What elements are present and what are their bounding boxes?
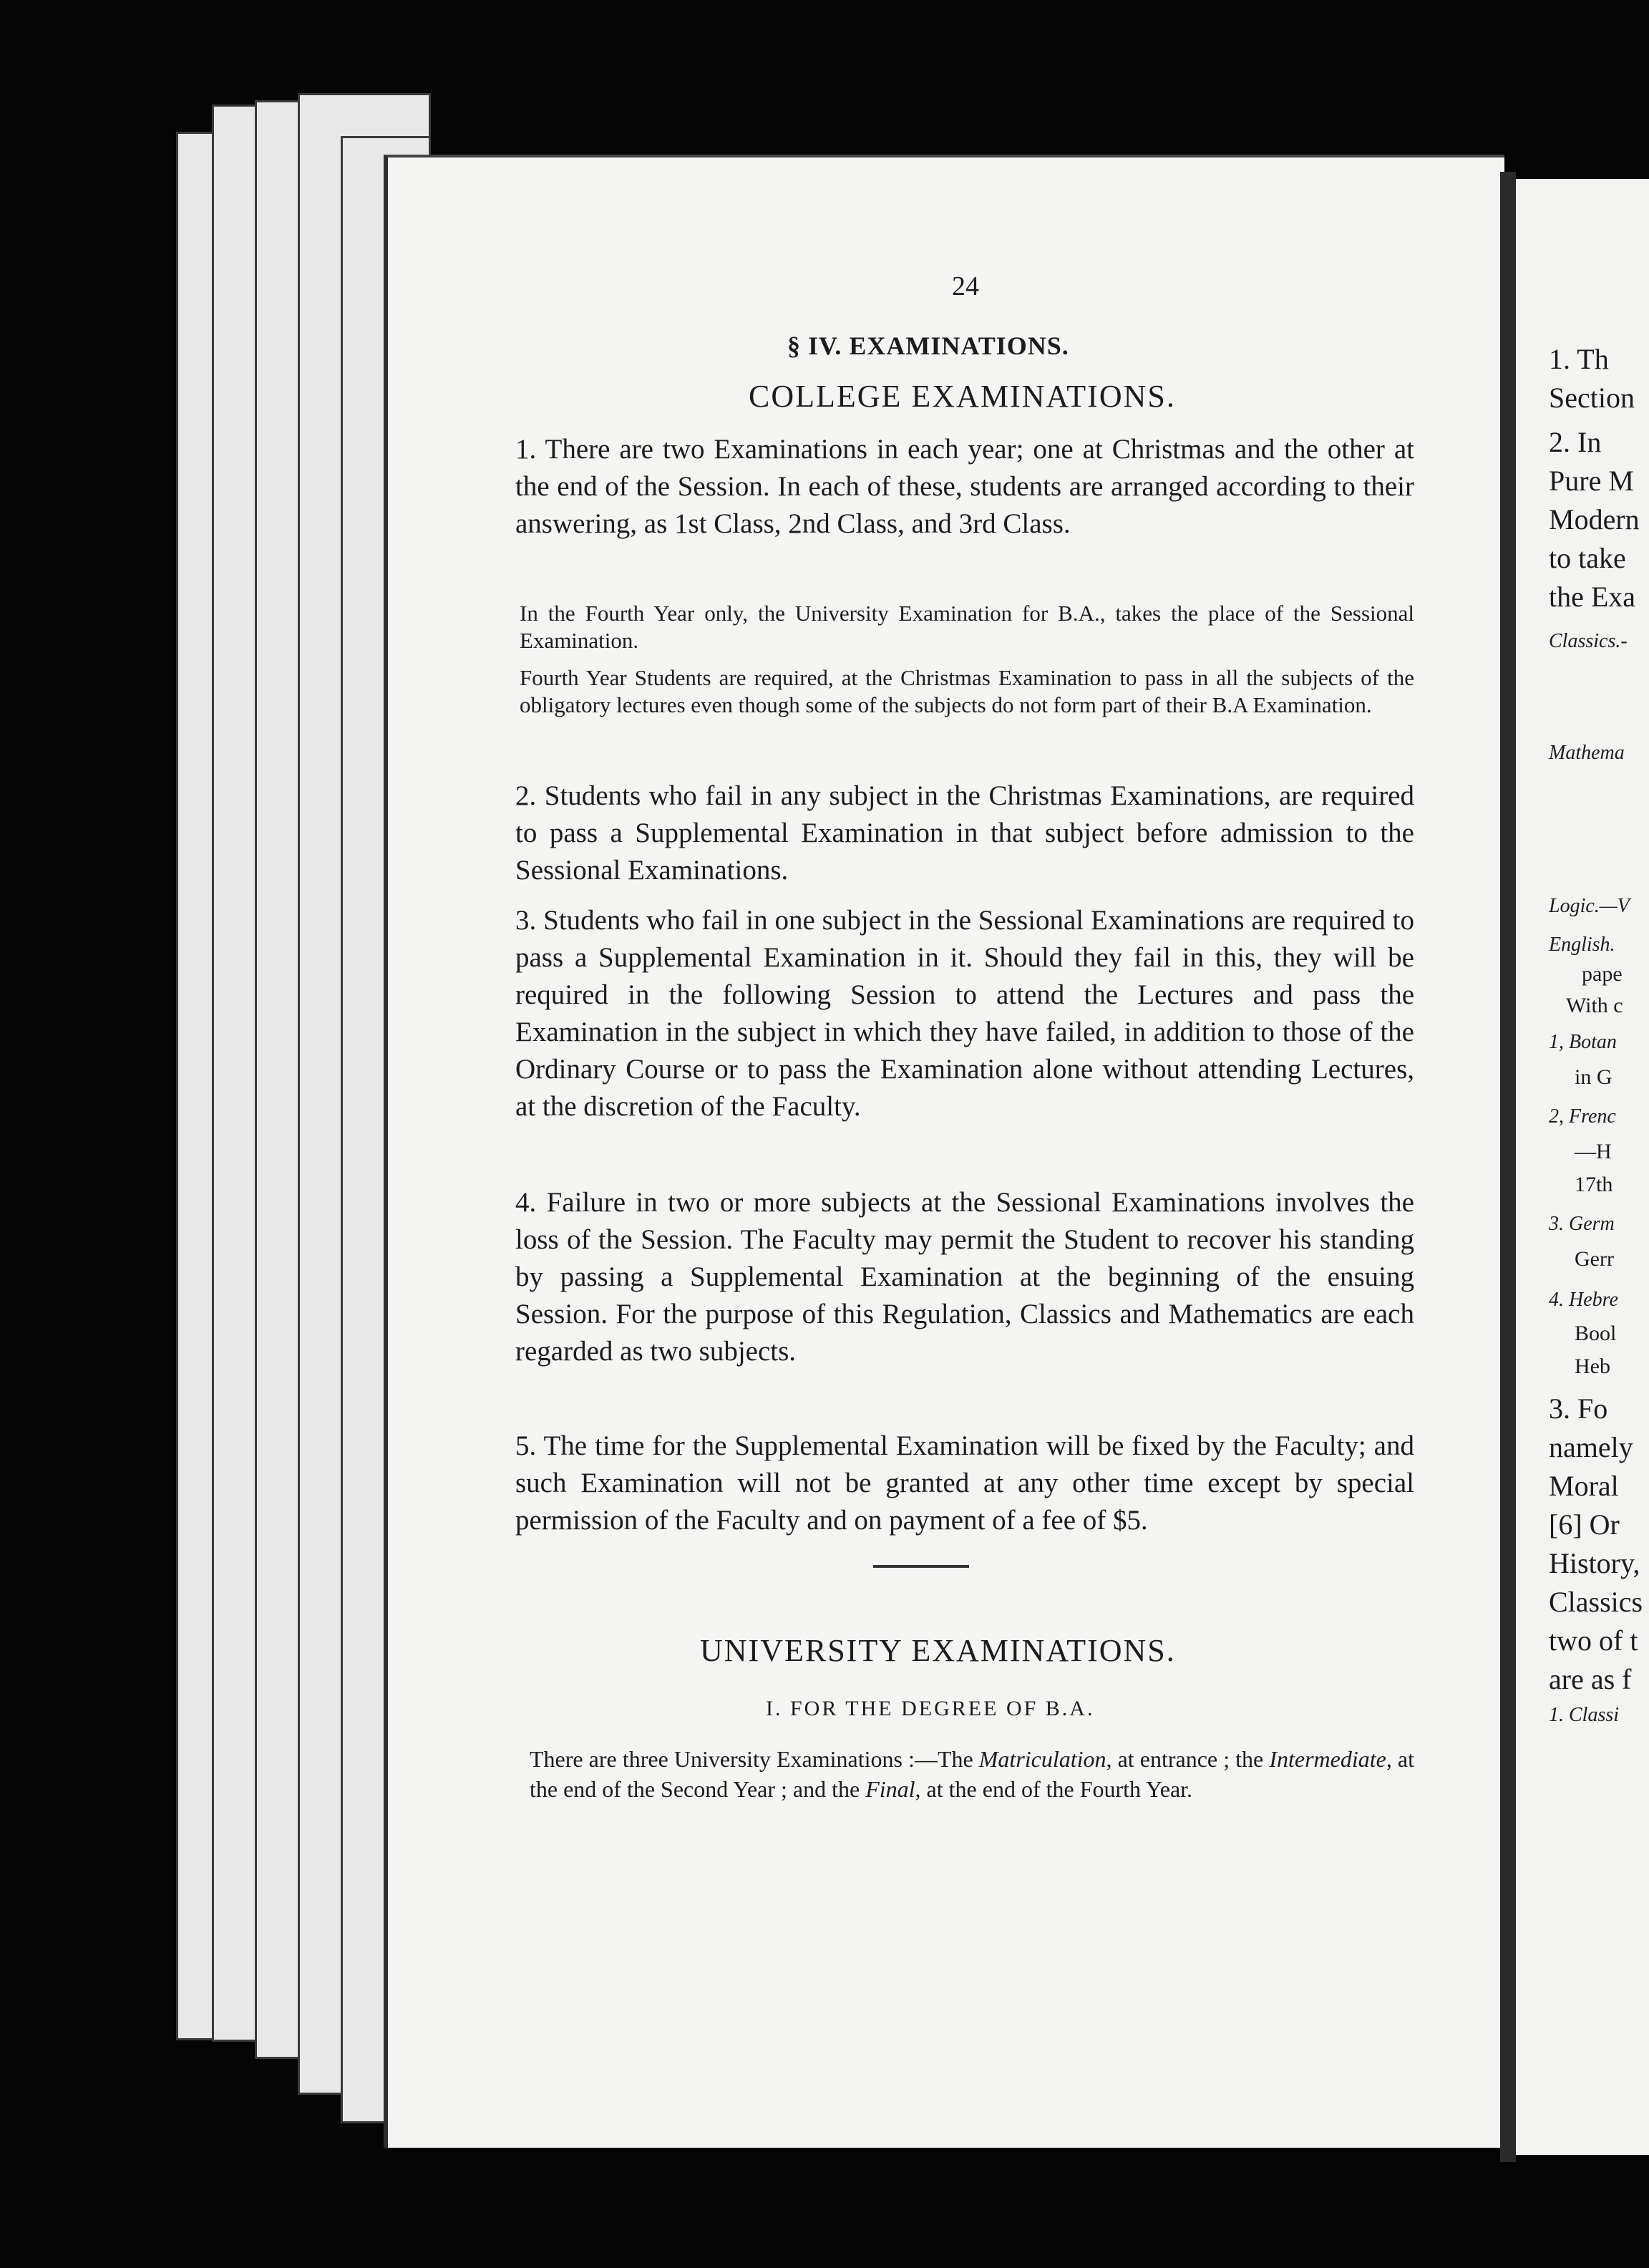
book-gutter (1500, 172, 1516, 2162)
divider-rule (873, 1565, 969, 1568)
right-page-line: 3. Fo (1549, 1392, 1608, 1425)
page-number: 24 (952, 271, 979, 301)
right-page-line: 4. Hebre (1549, 1289, 1618, 1311)
right-page-line: History, (1549, 1547, 1640, 1579)
paragraph-4: 4. Failure in two or more subjects at the Sessional Examinations involves the loss of the Session. The Faculty may permit the Student to recover his standing by passing a Supplemental Examination at the beginning of the ensuing Session. For the purpose of this Regulation, Classics and Mathematics are each regarded as two subjects. (515, 1187, 1414, 1367)
right-page-line: Heb (1575, 1354, 1610, 1378)
right-page-line: are as f (1549, 1663, 1632, 1695)
right-page-line: 3. Germ (1549, 1213, 1615, 1235)
right-page-line: Logic.—V (1549, 895, 1630, 917)
right-page-line: Gerr (1575, 1247, 1614, 1271)
right-page-line: Section (1549, 382, 1635, 414)
paragraph-2: 2. Students who fail in any subject in the Christmas Examinations, are required to pass a Supplemental Examination in that subject before admission to the Sessional Examinations. (515, 780, 1414, 886)
right-page-line: 1, Botan (1549, 1031, 1617, 1053)
right-page-line: With c (1566, 994, 1623, 1017)
right-page-line: Mathema (1549, 742, 1625, 764)
note-christmas-exam: Fourth Year Students are required, at the Christmas Examination to pass in all the subjects of the obligatory lectures even though some of the subjects do not form part of their B.A Examination. (520, 665, 1414, 717)
right-page-line: 17th (1575, 1173, 1613, 1196)
right-page-line: namely (1549, 1431, 1633, 1463)
right-page-line: —H (1575, 1140, 1612, 1163)
paragraph-5: 5. The time for the Supplemental Examination will be fixed by the Faculty; and such Examination will not be granted at any other time except by special permission of the Faculty and on payment of a fee of $5. (515, 1430, 1414, 1536)
degree-ba-title: I. FOR THE DEGREE OF B.A. (766, 1697, 1095, 1720)
right-page-line: Modern (1549, 503, 1640, 536)
right-page-line: 2. In (1549, 426, 1602, 458)
university-examinations-title: UNIVERSITY EXAMINATIONS. (700, 1633, 1176, 1668)
college-examinations-title: COLLEGE EXAMINATIONS. (749, 379, 1176, 414)
right-page-line: to take (1549, 542, 1626, 574)
right-page-line: Bool (1575, 1322, 1617, 1345)
right-page-line: Moral (1549, 1470, 1619, 1502)
right-page-line: pape (1582, 962, 1623, 986)
right-page-line: two of t (1549, 1624, 1638, 1657)
paragraph-3: 3. Students who fail in one subject in the Sessional Examinations are required to pass a Supplemental Examination in it. Should they fail in this, they will be required in the following Session to attend the Lectures and pass the Examination in the subject in which they have failed, in addition to those of the Ordinary Course or to pass the Examination alone without attending Lectures, at the discretion of the Faculty. (515, 905, 1414, 1122)
note-fourth-year: In the Fourth Year only, the University Examination for B.A., takes the place of the Sessional Examination. (520, 601, 1414, 653)
section-heading: § IV. EXAMINATIONS. (787, 331, 1069, 360)
right-page-line: [6] Or (1549, 1508, 1620, 1541)
right-page-line: English. (1549, 934, 1615, 956)
right-page-line: the Exa (1549, 581, 1636, 613)
right-page (1516, 179, 1649, 2155)
right-page-line: in G (1575, 1065, 1612, 1089)
right-page-line: Classics (1549, 1586, 1643, 1618)
right-page-line: Pure M (1549, 465, 1634, 497)
right-page-line: 1. Classi (1549, 1704, 1620, 1726)
right-page-line: 2, Frenc (1549, 1105, 1616, 1128)
right-page-line: 1. Th (1549, 343, 1609, 375)
university-exams-paragraph: There are three University Examinations :—The Matriculation, at entrance ; the Intermediate, at the end of the Second Year ; and the Final, at the end of the Fourth Year. (530, 1746, 1415, 1802)
right-page-line: Classics.- (1549, 630, 1628, 652)
paragraph-1: 1. There are two Examinations in each year; one at Christmas and the other at the end of the Session. In each of these, students are arranged according to their answering, as 1st Class, 2nd Class, and 3rd Class. (515, 434, 1414, 539)
